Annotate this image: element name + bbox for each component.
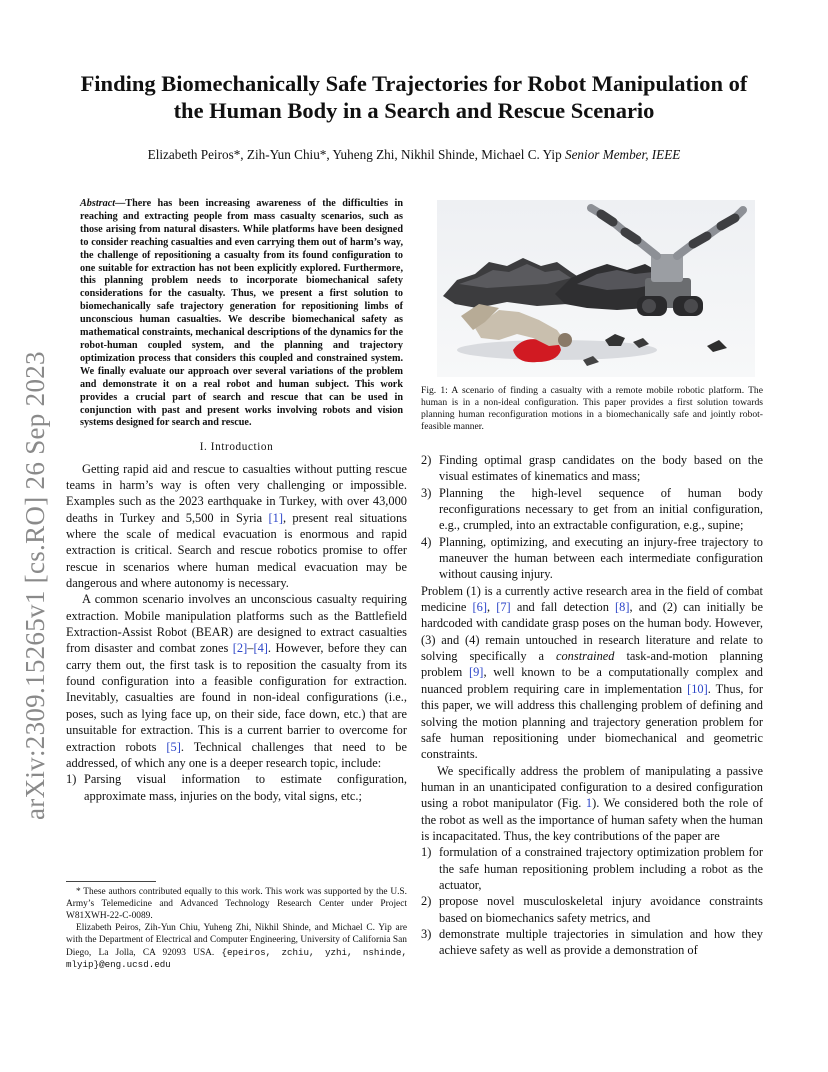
citation-link[interactable]: [1] bbox=[268, 510, 283, 525]
casualty-head bbox=[558, 333, 572, 347]
footnote-affiliation: Elizabeth Peiros, Zih-Yun Chiu, Yuheng Zhi, Nikhil Shinde, and Michael C. Yip are with the Department of Electrical and Computer Engineering, University of California San Diego, La Jolla, CA 92093 USA. {epeiros, zchiu, yzhi, nshinde, mlyip}@eng.ucsd.edu bbox=[66, 922, 407, 971]
list-item: 4) Planning, optimizing, and executing an injury-free trajectory to maneuver the human between each intermediate configuration without causing injury. bbox=[421, 534, 763, 582]
citation-link[interactable]: [9] bbox=[468, 665, 484, 680]
contributions-list bbox=[421, 844, 763, 958]
challenge-list-continued bbox=[421, 452, 763, 583]
title-line-1: Finding Biomechanically Safe Trajectories for Robot Manipulation of bbox=[80, 71, 748, 96]
citation-link[interactable]: [8] bbox=[615, 600, 630, 615]
abstract-label: Abstract bbox=[80, 198, 116, 209]
figure-1-caption: Fig. 1: A scenario of finding a casualty with a remote mobile robotic platform. The human is in a non-ideal configuration. This paper provides a first solution towards planning human reconfiguration motions in a biomechanically safe and jointly robot-feasible manner. bbox=[421, 385, 763, 432]
citation-link[interactable]: [5] bbox=[166, 739, 181, 754]
list-item: 1) formulation of a constrained trajectory optimization problem for the safe human repositioning problem including a robot as the actuator, bbox=[421, 845, 763, 892]
paper-title bbox=[60, 70, 768, 124]
citation-link[interactable]: [6] bbox=[472, 600, 487, 615]
author-names: Elizabeth Peiros*, Zih-Yun Chiu*, Yuheng Zhi, Nikhil Shinde, Michael C. Yip bbox=[147, 147, 562, 162]
footnote-rule bbox=[66, 881, 156, 882]
footnotes bbox=[66, 887, 407, 972]
abstract-text: —There has been increasing awareness of the difficulties in reaching and extracting people from mass casualty scenarios, such as those arising from natural disasters. While platforms have been designed to consider reaching casualties and even carrying them out of harm’s way, the challenge of repositioning a casualty from its found configuration to one suitable for extraction has not been explicitly explored. Furthermore, this planning problem needs to incorporate biomechanical safety considerations for the casualty. Thus, we present a first solution to biomechanically safe trajectory generation for repositioning limbs of unconscious human casualties. We describe biomechanical safety as mathematical constraints, mechanical descriptions of the dynamics for the robot-human coupled system, and the planning and trajectory optimization process that considers this coupled and constrained system. We finally evaluate our approach over several variations of the problem and demonstrate it on a real robot and human subject. This work provides a crucial part of search and rescue that can be used in conjunction with past and present works involving robots and vision systems designed for search and rescue. bbox=[80, 198, 403, 429]
list-item: 2) propose novel musculoskeletal injury avoidance constraints based on biomechanics safety metrics, and bbox=[421, 894, 763, 925]
left-column bbox=[66, 198, 407, 804]
intro-paragraph-3: Problem (1) is a currently active research area in the field of combat medicine [6], [7] and fall detection [8], and (2) can initially be hardcoded with candidate grasp poses on the human body. However, (3) and (4) remain untouched in research literature and relate to solving specifically a constrained task-and-motion planning problem [9], well known to be a computationally complex and nuanced problem requiring care in implementation [10]. Thus, for this paper, we will address this challenging problem of defining and solving the motion planning and trajectory generation problem for safe human repositioning under biomechanical and geometric constraints. bbox=[421, 583, 763, 762]
intro-paragraph-1: Getting rapid aid and rescue to casualties without putting rescue teams in harm’s way is often very challenging or impossible. Examples such as the 2023 earthquake in Turkey, with over 43,000 deaths in Turkey and 5,500 in Syria [1], present real situations where the scale of medical evacuation is enormous and rapid extraction is critical. Search and rescue robotics promise to offer rescue in scenarios where human medical evacuation may be dangerous and where autonomy is necessary. bbox=[66, 461, 407, 591]
debris bbox=[707, 340, 727, 352]
author-list bbox=[60, 147, 768, 163]
right-column bbox=[421, 452, 763, 959]
author-membership: Senior Member, IEEE bbox=[564, 147, 681, 162]
author-emails: {epeiros, zchiu, yzhi, nshinde, mlyip}@eng.ucsd.edu bbox=[66, 946, 407, 971]
list-item: 3) demonstrate multiple trajectories in simulation and how they achieve safety as well as provide a demonstration of bbox=[421, 926, 763, 958]
list-item: 2) Finding optimal grasp candidates on the body based on the visual estimates of kinematics and mass; bbox=[421, 453, 763, 484]
citation-link[interactable]: [10] bbox=[687, 681, 708, 696]
citation-link[interactable]: [4] bbox=[253, 641, 268, 656]
citation-link[interactable]: [2] bbox=[232, 641, 248, 656]
list-item: 1) Parsing visual information to estimate configuration, approximate mass, injuries on the body, vital signs, etc.; bbox=[66, 772, 407, 803]
citation-link[interactable]: [7] bbox=[496, 600, 511, 615]
rescue-scene-illustration bbox=[437, 200, 755, 377]
abstract bbox=[80, 198, 403, 430]
intro-paragraph-4: We specifically address the problem of manipulating a passive human in an unanticipated configuration to a desired configuration using a robot manipulator (Fig. 1). We considered both the role of the robot as well as the importance of human safety when the human is incapacitated. Thus, the key contributions of the paper are bbox=[421, 763, 763, 843]
list-item: 3) Planning the high-level sequence of human body reconfigurations necessary to get from an initial configuration, e.g., crumpled, into an extractable configuration, e.g., supine; bbox=[421, 485, 763, 533]
arxiv-identifier: arXiv:2309.15265v1 [cs.RO] 26 Sep 2023 bbox=[20, 351, 50, 820]
figure-reference-link[interactable]: 1 bbox=[585, 796, 593, 811]
title-line-2: the Human Body in a Search and Rescue Scenario bbox=[173, 98, 655, 123]
robot-wheel bbox=[684, 299, 698, 313]
section-heading-introduction: I. Introduction bbox=[199, 441, 274, 454]
robot-wheel bbox=[642, 299, 656, 313]
footnote-funding: * These authors contributed equally to this work. This work was supported by the U.S. Army’s Telemedicine and Advanced Technology Research Center under Project W81XWH-22-C-0089. bbox=[66, 887, 407, 921]
intro-paragraph-2: A common scenario involves an unconscious casualty requiring extraction. Mobile manipulation platforms such as the Battlefield Extraction-Assist Robot (BEAR) are designed to extract casualties from disaster and combat zones [2]–[4]. However, before they can carry them out, the first task is to reposition the casualty from its found configuration into a feasible configuration for extraction. Inevitably, casualties are found in non-ideal configurations (i.e., poses, such as lying face up, on their side, face down, etc.) that are unsuitable for extraction. This is a current barrier to overcome for extraction robots [5]. Technical challenges that need to be addressed, of which any one is a deeper research topic, include: bbox=[66, 592, 408, 770]
challenge-list bbox=[66, 771, 407, 804]
figure-1-image bbox=[437, 200, 755, 377]
